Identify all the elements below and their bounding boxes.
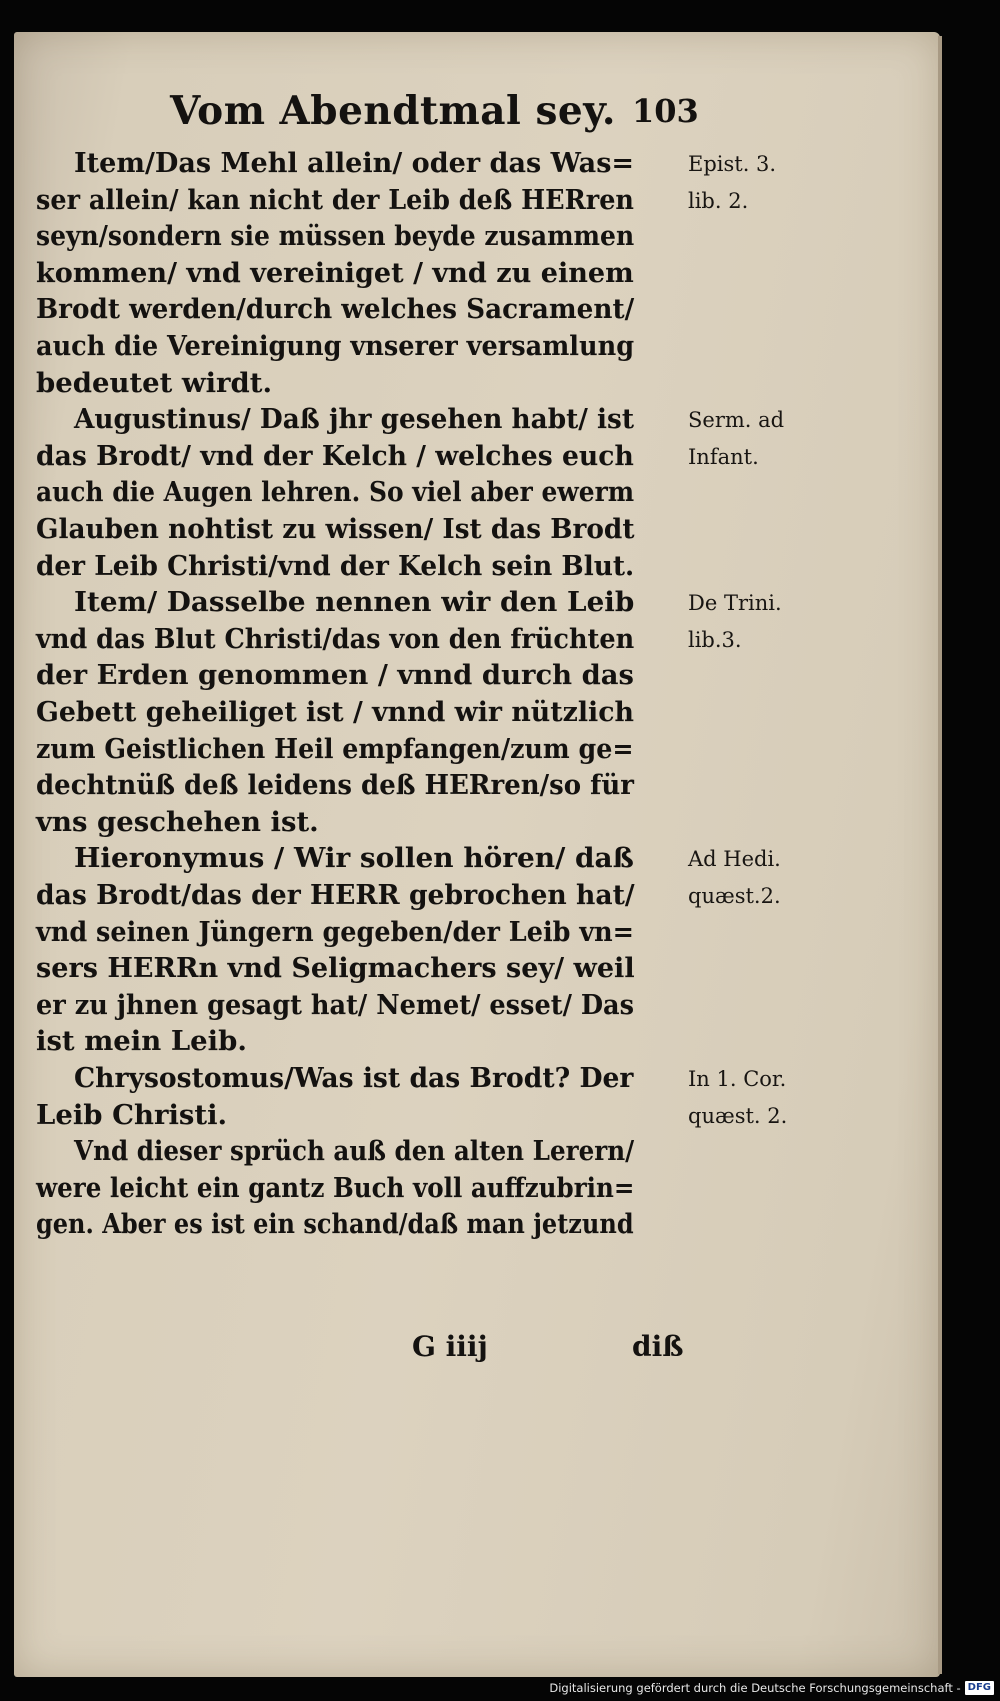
margin-note: quæst.2.: [688, 884, 781, 908]
text-line: der Leib Christi/vnd der Kelch sein Blut.: [36, 549, 635, 582]
margin-note: lib. 2.: [688, 188, 749, 213]
running-title: Vom Abendtmal sey.: [170, 88, 616, 134]
margin-note: Infant.: [688, 444, 759, 469]
text-line: vnd seinen Jüngern gegeben/der Leib vn=: [36, 915, 635, 948]
text-line: Vnd dieser sprüch auß den alten Lerern/: [74, 1135, 635, 1168]
text-line: er zu jhnen gesagt hat/ Nemet/ esset/ Das: [36, 988, 635, 1021]
digitization-credit: [549, 1679, 994, 1697]
text-line: der Erden genommen / vnnd durch das: [36, 659, 634, 692]
page-edge: [938, 36, 942, 1674]
signature-mark: G iiij: [412, 1330, 488, 1363]
page-footer: [0, 1330, 1000, 1374]
text-line: gen. Aber es ist ein schand/daß man jetzund: [36, 1208, 634, 1241]
text-line: Hieronymus / Wir sollen hören/ daß: [74, 842, 634, 875]
text-line: das Brodt/ vnd der Kelch / welches euch: [36, 439, 634, 472]
text-line: were leicht ein gantz Buch voll auffzubrin=: [36, 1171, 635, 1204]
text-line: vnd das Blut Christi/das von den früchten: [36, 622, 635, 655]
text-line: das Brodt/das der HERR gebrochen hat/: [36, 879, 635, 911]
margin-note: De Trini.: [688, 591, 782, 616]
text-line: Chrysostomus/Was ist das Brodt? Der: [74, 1062, 634, 1094]
text-line: Gebett geheiliget ist / vnnd wir nützlich: [36, 696, 635, 728]
text-line: Leib Christi.: [36, 1098, 228, 1131]
text-line: Augustinus/ Daß jhr gesehen habt/ ist: [74, 403, 635, 436]
running-head: [0, 60, 1000, 140]
text-line: bedeutet wirdt.: [36, 366, 273, 399]
margin-note: Ad Hedi.: [688, 847, 781, 872]
margin-note: quæst. 2.: [688, 1103, 788, 1128]
text-line: auch die Augen lehren. So viel aber ewerm: [36, 476, 635, 509]
margin-note: lib.3.: [688, 627, 742, 652]
margin-note: Serm. ad: [688, 408, 785, 433]
dfg-logo: DFG: [965, 1681, 994, 1695]
text-line: kommen/ vnd vereiniget / vnd zu einem: [36, 256, 634, 289]
text-line: seyn/sondern sie müssen beyde zusammen: [36, 220, 635, 253]
text-line: sers HERRn vnd Seligmachers sey/ weil: [36, 952, 635, 985]
text-line: ist mein Leib.: [36, 1025, 247, 1058]
text-line: ser allein/ kan nicht der Leib deß HERren: [36, 183, 634, 216]
text-line: dechtnüß deß leidens deß HERren/so für: [36, 769, 634, 802]
margin-note: In 1. Cor.: [688, 1067, 787, 1091]
margin-note: Epist. 3.: [688, 152, 777, 176]
catchword: diß: [632, 1330, 684, 1363]
text-line: Item/ Dasselbe nennen wir den Leib: [74, 586, 635, 619]
text-line: Item/Das Mehl allein/ oder das Was=: [74, 147, 635, 179]
text-line: zum Geistlichen Heil empfangen/zum ge=: [36, 732, 634, 765]
text-line: Glauben nohtist zu wissen/ Ist das Brodt: [36, 513, 635, 545]
page-number: 103: [632, 92, 699, 130]
text-line: Brodt werden/durch welches Sacrament/: [36, 293, 635, 326]
text-line: auch die Vereinigung vnserer versamlung: [36, 330, 635, 362]
credit-text: Digitalisierung gefördert durch die Deutsche Forschungsgemeinschaft -: [549, 1681, 961, 1695]
text-line: vns geschehen ist.: [36, 805, 319, 838]
